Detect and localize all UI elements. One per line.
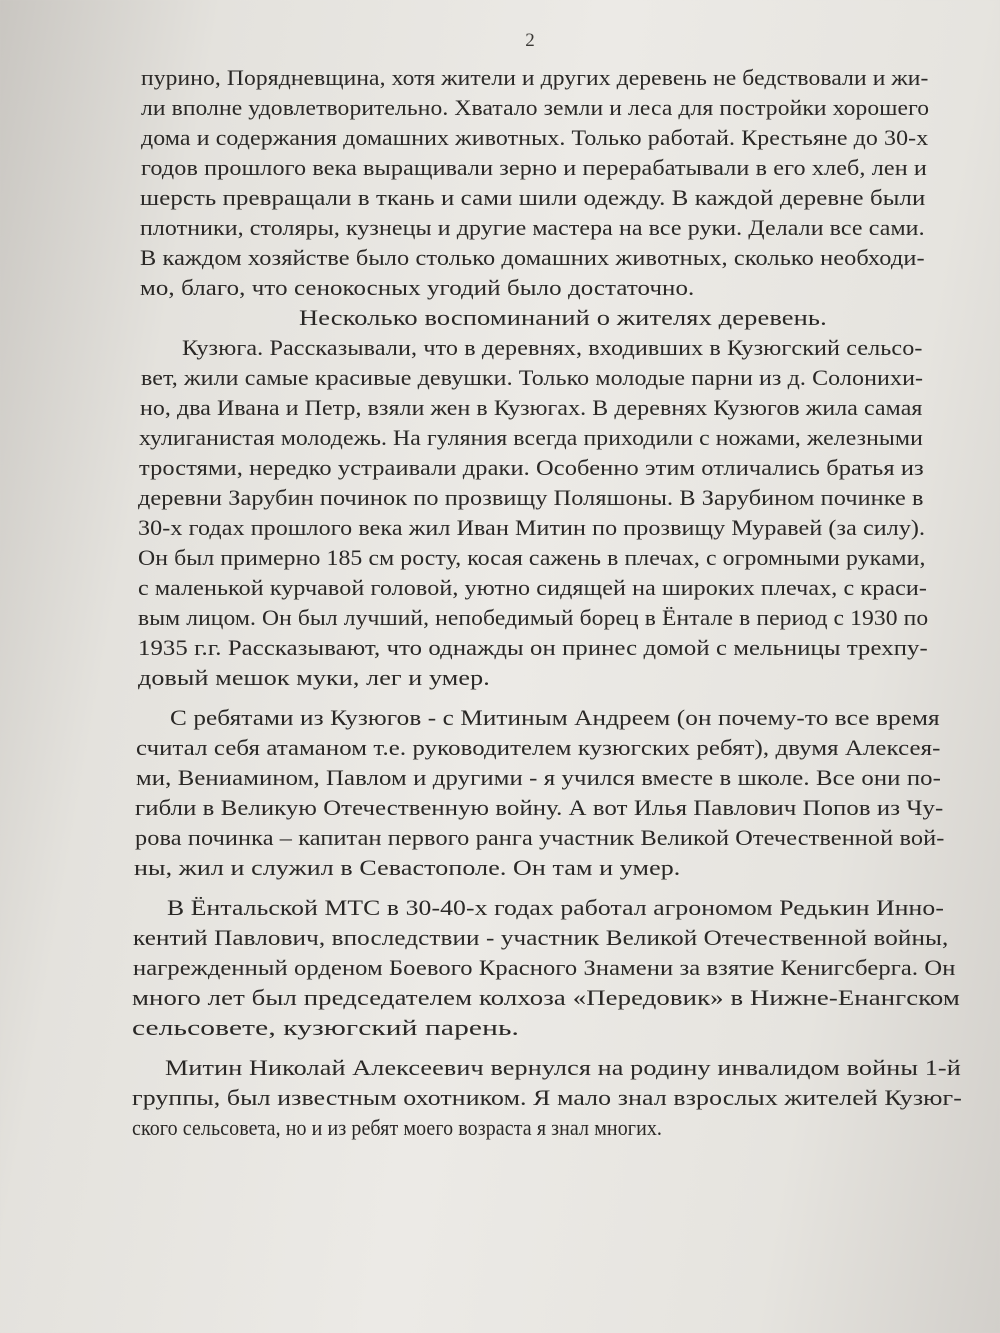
text-line: Он был примерно 185 см росту, косая сажень в плечах, с огромными руками, [138,545,926,570]
text-line: Митин Николай Алексеевич вернулся на родину инвалидом войны 1-й [165,1055,961,1080]
text-line: много лет был председателем колхоза «Передовик» в Нижне-Енангском [132,985,960,1010]
text-line: мо, благо, что сенокосных угодий было достаточно. [140,275,695,300]
text-line: В Ёнтальской МТС в 30-40-х годах работал агрономом Редькин Инно- [167,895,944,920]
text-line: нагрежденный орденом Боевого Красного Знамени за взятие Кенигсберга. Он [133,955,956,980]
text-line: считал себя атаманом т.е. руководителем кузюгских ребят), двумя Алексея- [136,735,941,760]
text-line: Кузюга. Рассказывали, что в деревнях, входивших в Кузюгский сельсо- [182,335,923,360]
text-line: плотники, столяры, кузнецы и другие мастера на все руки. Делали все сами. [140,215,925,240]
text-line: ского сельсовета, но и из ребят моего возраста я знал многих. [132,1115,663,1140]
text-line: гибли в Великую Отечественную войну. А вот Илья Павлович Попов из Чу- [135,795,944,820]
text-line: хулиганистая молодежь. На гуляния всегда приходили с ножами, железными [139,425,923,450]
text-line: годов прошлого века выращивали зерно и перерабатывали в его хлеб, лен и [141,155,927,180]
text-line: вет, жили самые красивые девушки. Только молодые парни из д. Солонихи- [141,365,924,390]
text-line: деревни Зарубин починок по прозвищу Поляшоны. В Зарубином починке в [138,485,924,510]
text-line: с маленькой курчавой головой, уютно сидящей на широких плечах, с краси- [138,575,928,600]
text-line: В каждом хозяйстве было столько домашних животных, сколько необходи- [140,245,925,270]
text-line: группы, был известным охотником. Я мало знал взрослых жителей Кузюг- [132,1085,962,1110]
text-line: довый мешок муки, лег и умер. [138,665,490,690]
text-line: вым лицом. Он был лучший, непобедимый борец в Ёнтале в период с 1930 по [138,605,929,630]
text-line: рова починка – капитан первого ранга участник Великой Отечественной вой- [135,825,945,850]
text-line: пурино, Порядневщина, хотя жители и других деревень не бедствовали и жи- [141,65,929,90]
text-line: но, два Ивана и Петр, взяли жен в Кузюгах. В деревнях Кузюгов жила самая [140,395,923,420]
text-line: сельсовете, кузюгский парень. [132,1015,520,1040]
text-line: 1935 г.г. Рассказывают, что однажды он принес домой с мельницы трехпу- [138,635,928,660]
text-line: ны, жил и служил в Севастополе. Он там и умер. [134,855,681,880]
page-number: 2 [525,30,535,51]
text-line: ли вполне удовлетворительно. Хватало земли и леса для постройки хорошего [141,95,930,120]
text-line: шерсть превращали в ткань и сами шили одежду. В каждой деревне были [140,185,926,210]
text-line: С ребятами из Кузюгов - с Митиным Андреем (он почему-то все время [170,705,940,730]
text-line: дома и содержания домашних животных. Только работай. Крестьяне до 30-х [141,125,929,150]
text-line: тростями, нередко устраивали драки. Особенно этим отличались братья из [139,455,924,480]
text-line: кентий Павлович, впоследствии - участник Великой Отечественной войны, [133,925,949,950]
text-line: 30-х годах прошлого века жил Иван Митин по прозвищу Муравей (за силу). [138,515,926,540]
text-line: ми, Вениамином, Павлом и другими - я учился вместе в школе. Все они по- [136,765,942,790]
text-line: Несколько воспоминаний о жителях деревень. [299,305,827,330]
